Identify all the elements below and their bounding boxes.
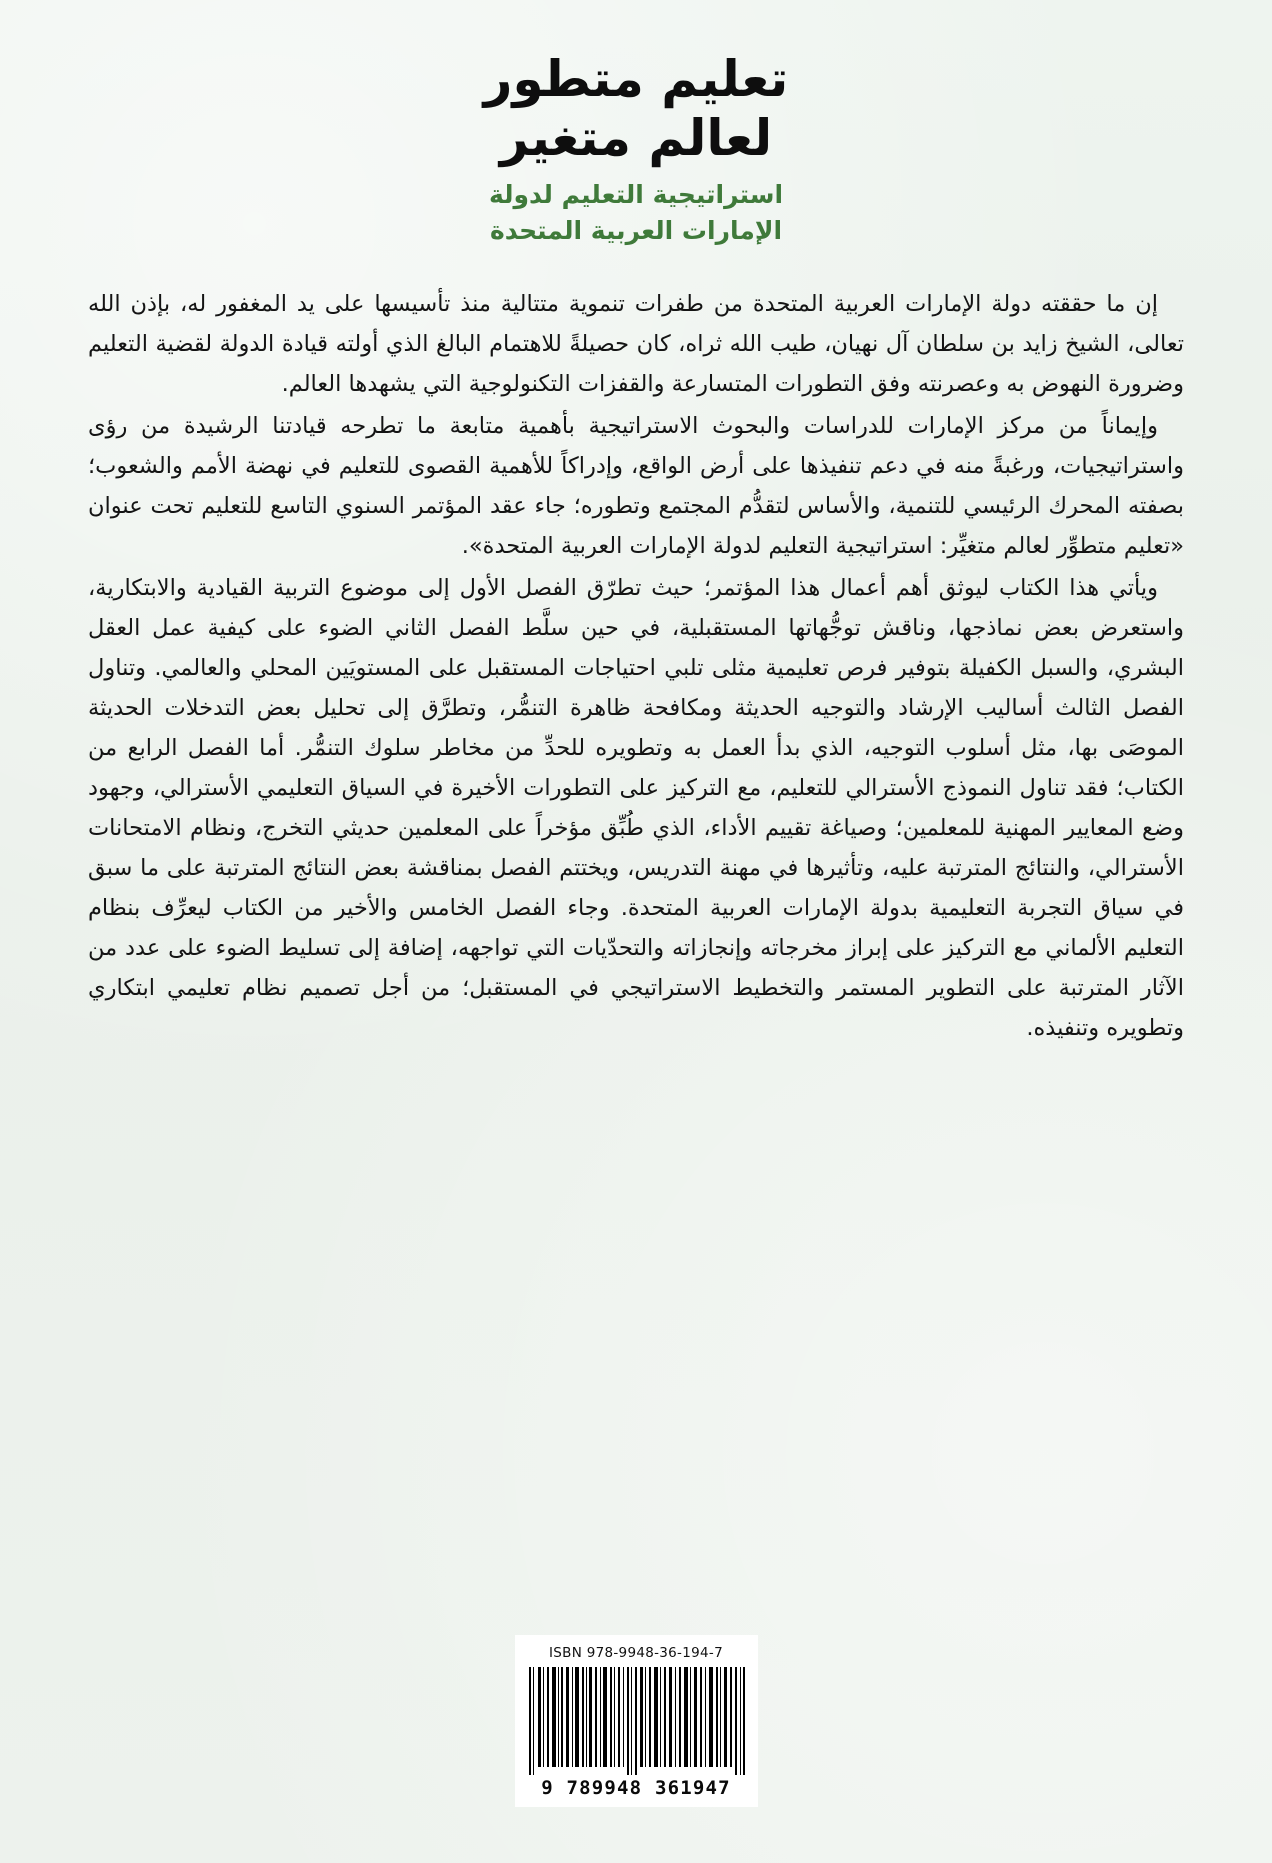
book-subtitle-line-1: استراتيجية التعليم لدولة <box>488 180 784 209</box>
book-title-line-1: تعليم متطور <box>483 50 789 108</box>
title-block <box>0 0 1272 248</box>
blurb-paragraph-3: ويأتي هذا الكتاب ليوثق أهم أعمال هذا المؤتمر؛ حيث تطرّق الفصل الأول إلى موضوع التربية القيادية والابتكارية، واستعرض بعض نماذجها، وناقش توجُّهاتها المستقبلية، في حين سلَّط الفصل الثاني الضوء على كيفية عمل العقل البشري، والسبل الكفيلة بتوفير فرص تعليمية مثلى تلبي احتياجات المستقبل على المستويَين المحلي والعالمي. وتناول الفصل الثالث أساليب الإرشاد والتوجيه الحديثة ومكافحة ظاهرة التنمُّر، وتطرَّق إلى تحليل بعض التدخلات الحديثة الموصَى بها، مثل أسلوب التوجيه، الذي بدأ العمل به وتطويره للحدِّ من مخاطر سلوك التنمُّر. أما الفصل الرابع من الكتاب؛ فقد تناول النموذج الأسترالي للتعليم، مع التركيز على التطورات الأخيرة في السياق التعليمي الأسترالي، وجهود وضع المعايير المهنية للمعلمين؛ وصياغة تقييم الأداء، الذي طُبِّق مؤخراً على المعلمين حديثي التخرج، ونظام الامتحانات الأسترالي، والنتائج المترتبة عليه، وتأثيرها في مهنة التدريس، ويختتم الفصل بمناقشة بعض النتائج المترتبة على ما سبق في سياق التجربة التعليمية بدولة الإمارات العربية المتحدة. وجاء الفصل الخامس والأخير من الكتاب ليعرِّف بنظام التعليم الألماني مع التركيز على إبراز مخرجاته وإنجازاته والتحدّيات التي تواجهه، إضافة إلى تسليط الضوء على عدد من الآثار المترتبة على التطوير المستمر والتخطيط الاستراتيجي في المستقبل؛ من أجل تصميم نظام تعليمي ابتكاري وتطويره وتنفيذه. <box>88 574 1184 1042</box>
blurb-paragraph-1: إن ما حققته دولة الإمارات العربية المتحدة من طفرات تنموية متتالية منذ تأسيسها على يد المغفور له، بإذن الله تعالى، الشيخ زايد بن سلطان آل نهيان، طيب الله ثراه، كان حصيلةً للاهتمام البالغ الذي أولته قيادة الدولة لقضية التعليم وضرورة النهوض به وعصرنته وفق التطورات المتسارعة والقفزات التكنولوجية التي يشهدها العالم. <box>88 290 1184 397</box>
blurb-paragraph-2: وإيماناً من مركز الإمارات للدراسات والبحوث الاستراتيجية بأهمية متابعة ما تطرحه قيادتنا الرشيدة من رؤى واستراتيجيات، ورغبةً منه في دعم تنفيذها على أرض الواقع، وإدراكاً للأهمية القصوى للتعليم في نهضة الأمم والشعوب؛ بصفته المحرك الرئيسي للتنمية، والأساس لتقدُّم المجتمع وتطوره؛ جاء عقد المؤتمر السنوي التاسع للتعليم تحت عنوان «تعليم متطوِّر لعالم متغيِّر: استراتيجية التعليم لدولة الإمارات العربية المتحدة». <box>88 412 1184 559</box>
barcode-area <box>0 1635 1272 1807</box>
barcode-digits: 9 789948 361947 <box>541 1777 731 1799</box>
barcode-bars-icon <box>525 1667 748 1775</box>
book-subtitle-line-2: الإمارات العربية المتحدة <box>489 215 783 245</box>
isbn-label: ISBN 978-9948-36-194-7 <box>549 1645 723 1661</box>
back-cover-blurb <box>88 284 1184 1049</box>
book-title-line-2: لعالم متغير <box>499 109 773 167</box>
barcode-card <box>515 1635 758 1807</box>
